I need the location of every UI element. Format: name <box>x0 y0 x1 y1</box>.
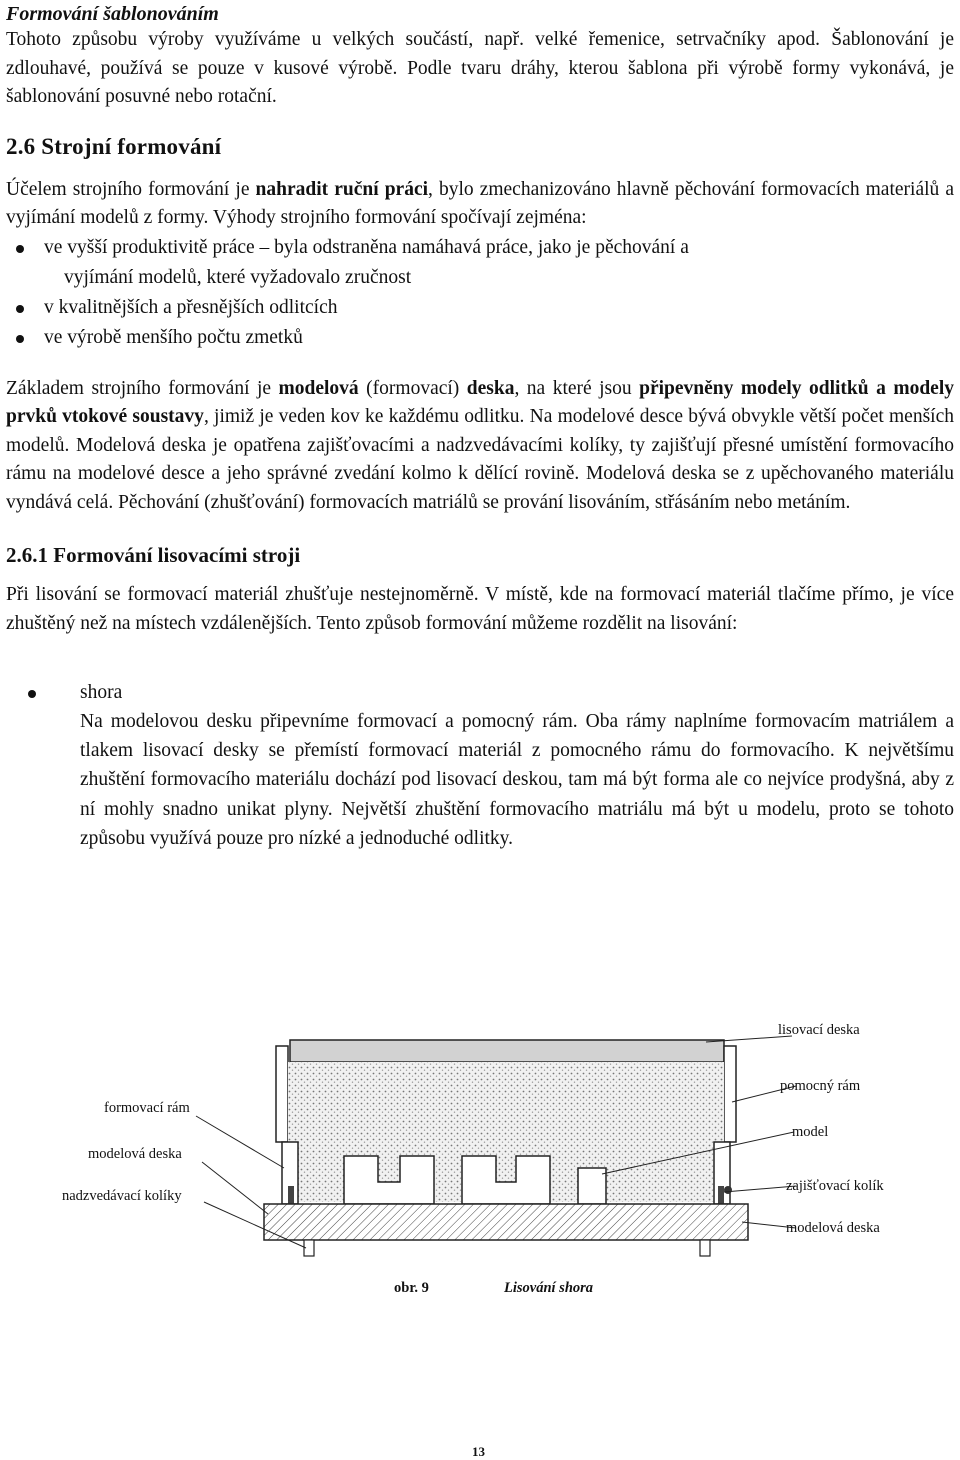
list-item-text: v kvalitnějších a přesnějších odlitcích <box>44 296 338 318</box>
section-title-lisovani: 2.6.1 Formování lisovacími stroji <box>6 543 301 567</box>
intro-text-b: , bylo zmechanizováno hlavně pěchování formovacích materiálů a vyjímání modelů z formy. Výhody strojního formování spočívají zejména: <box>6 178 954 228</box>
text-bold: připevněny modely odlitků a modely prvků vtokové soustavy <box>6 377 954 427</box>
pattern-model-mid <box>578 1168 606 1204</box>
figure-lisovani-shora <box>6 1018 954 1268</box>
bullet-icon <box>16 305 24 313</box>
intro-text-a: Účelem strojního formování je <box>6 178 256 200</box>
text-part: , na které jsou <box>514 377 640 399</box>
shora-title: shora <box>80 682 123 703</box>
paragraph-modelova-deska <box>6 375 954 518</box>
list-item <box>44 293 954 323</box>
section-title-shablonovani: Formování šablonováním <box>6 3 219 25</box>
label-model: model <box>792 1124 829 1140</box>
pin-head-right <box>724 1186 732 1194</box>
text-bold: deska <box>466 377 515 399</box>
label-nadzvedavaci-koliky: nadzvedávací kolíky <box>62 1188 182 1204</box>
advantages-list <box>6 233 954 353</box>
leader-line <box>196 1116 284 1168</box>
press-plate <box>290 1040 724 1062</box>
text-part: Základem strojního formování je <box>6 377 279 399</box>
shora-list-item <box>6 678 954 853</box>
list-item-text-continued: vyjímání modelů, které vyžadovalo zručnost <box>64 266 412 288</box>
text-bold: modelová <box>278 377 359 399</box>
section-title-strojni: 2.6 Strojní formování <box>6 133 222 159</box>
text-part: (formovací) <box>358 377 467 399</box>
label-lisovaci-deska: lisovací deska <box>778 1022 860 1038</box>
pattern-plate <box>264 1204 748 1240</box>
paragraph-strojni-intro <box>6 176 954 233</box>
shora-text: Na modelovou desku připevníme formovací a pomocný rám. Oba rámy naplníme formovacím matriálem a tlakem lisovací desky se přemístí formovací materiál z pomocného rámu do formovacího. K největšímu zhuštění formovacího materiálu dochází pod lisovací deskou, tam má být forma ale co nejvíce prodyšná, aby z ní mohly snadno unikat plyny. Největší zhuštění formovacího matriálu má být u modelu, proto se tohoto způsobu využívá pouze pro nízké a jednoduché odlitky. <box>80 711 954 849</box>
bullet-icon <box>16 245 24 253</box>
paragraph-lisovani: Při lisování se formovací materiál zhušťuje nestejnoměrně. V místě, kde na formovací materiál tlačíme přímo, je více zhuštěný než na místech vzdálenějších. Tento způsob formování můžeme rozdělit na lisování: <box>6 584 954 634</box>
text-part: , jimiž je veden kov ke každému odlitku. Na modelové desce bývá obvykle větší počet menších modelů. Modelová deska je opatřena zajišťovacími a nadzvedávacími kolíky, ty zajišťují přesné umístění formovacího rámu na modelové desce a jeho správné zvedání kolmo k dělící rovině. Modelová deska se z upěchovaného materiálu vyndává celá. Pěchování (zhušťování) formovacích matriálů se prování lisováním, střásáním nebo metáním. <box>6 406 954 513</box>
label-modelova-deska-left: modelová deska <box>88 1146 182 1162</box>
leader-line <box>202 1162 268 1214</box>
bullet-icon <box>28 690 36 698</box>
page-number: 13 <box>472 1444 485 1459</box>
paragraph-shablonovani: Tohoto způsobu výroby využíváme u velkých součástí, např. velké řemenice, setrvačníky apod. Šablonování je zdlouhavé, používá se pouze v kusové výrobě. Podle tvaru dráhy, kterou šablona při výrobě formy vykonává, je šablonování posuvné nebo rotační. <box>6 29 954 107</box>
auxiliary-frame-right <box>724 1046 736 1142</box>
label-modelova-deska-right: modelová deska <box>786 1220 880 1236</box>
list-item-text: ve výrobě menšího počtu zmetků <box>44 326 303 348</box>
list-item-text: ve vyšší produktivitě práce – byla odstraněna namáhavá práce, jako je pěchování a <box>44 236 689 258</box>
bullet-icon <box>16 335 24 343</box>
list-item <box>44 233 954 293</box>
figure-caption-number: obr. 9 <box>394 1280 429 1296</box>
document-page <box>6 0 954 1460</box>
figure-caption-title: Lisování shora <box>504 1280 594 1296</box>
auxiliary-frame-left <box>276 1046 288 1142</box>
label-zajistovaci-kolik: zajišťovací kolík <box>786 1178 884 1194</box>
label-pomocny-ram: pomocný rám <box>780 1078 861 1094</box>
lifting-pin-right <box>700 1240 710 1256</box>
label-formovaci-ram: formovací rám <box>104 1100 190 1116</box>
intro-text-bold: nahradit ruční práci <box>255 178 429 200</box>
list-item <box>44 323 954 353</box>
